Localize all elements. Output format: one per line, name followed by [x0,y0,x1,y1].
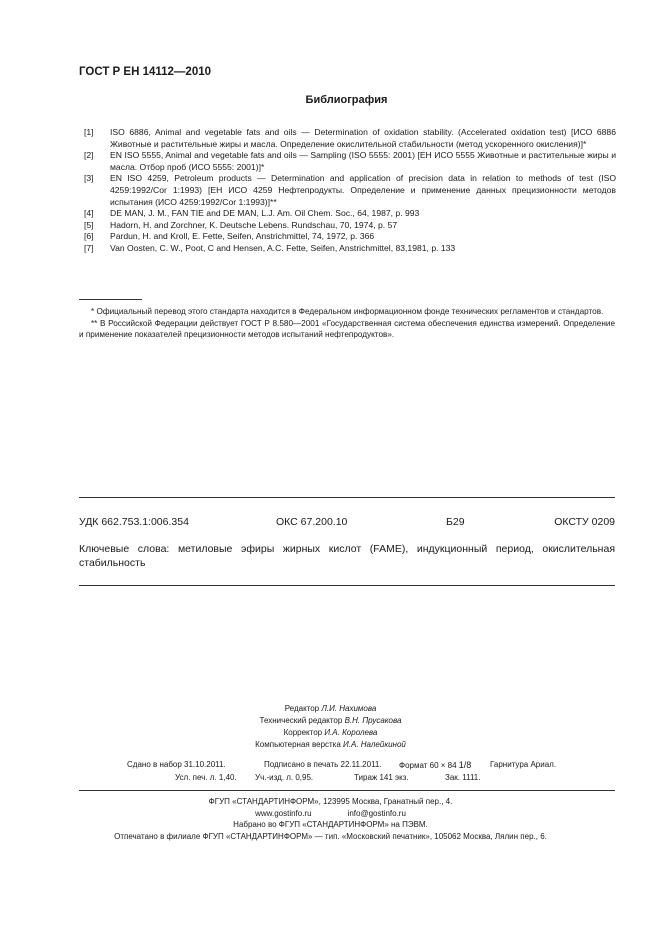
bibliography-list [84,127,616,255]
okstu-code: ОКСТУ 0209 [554,516,615,528]
b-code: Б29 [446,516,465,528]
bibliography-item [84,173,616,208]
format-label: Формат 60 × 84 [399,761,457,770]
format-fraction: 1/8 [458,760,472,770]
publisher-printed: Отпечатано в филиале ФГУП «СТАНДАРТИНФОРМ» — тип. «Московский печатник», 105062 Москва, Лялин пер., 6. [114,831,547,841]
bibliography-item [84,127,616,150]
credit-name: И.А. Королева [324,728,378,737]
publication-row-1 [0,759,661,772]
bibliography-number: [5] [84,219,94,230]
bibliography-item [84,220,616,232]
credits [0,703,661,751]
credit-layout [0,739,661,751]
print-run: Тираж 141 экз. [354,772,409,782]
footnote-separator [79,299,142,300]
bibliography-number: [6] [84,231,94,242]
credit-label: Редактор [284,704,320,713]
bibliography-text: Hadorn, H. and Zorchner, K. Deutsche Lebens. Rundschau, 70, 1974, p. 57 [110,219,398,230]
bibliography-number: [1] [84,127,94,137]
udk-code: УДК 662.753.1:006.354 [79,516,189,528]
credit-name: И.А. Налейкиной [343,740,406,749]
publication-info [0,759,661,784]
publisher-typeset: Набрано во ФГУП «СТАНДАРТИНФОРМ» на ПЭВМ. [233,820,428,829]
bibliography-number: [7] [84,242,94,253]
keywords: Ключевые слова: метиловые эфиры жирных кислот (FAME), индукционный период, окислительная стабильность [79,543,615,569]
format-info [399,759,471,773]
bibliography-text: EN ISO 4259, Petroleum products — Determination and application of precision data in relation to methods of test (ISO 4259:1992/Cor 1:1993) [ЕН ИСО 4259 Нефтепродукты. Определение и применение данных прецизионности методов испытания (ИСО 4259:1992/Cor 1:1993)]** [110,173,616,207]
document-header: ГОСТ Р ЕН 14112—2010 [79,66,212,78]
publisher-contacts [0,808,661,820]
credit-label: Компьютерная верстка [255,740,341,749]
publ-sheets: Уч.-изд. л. 0,95. [255,772,314,782]
publisher-info [0,796,661,842]
bibliography-number: [3] [84,173,94,184]
divider-bottom [79,585,615,586]
credit-label: Корректор [283,728,323,737]
bibliography-item [84,231,616,243]
bibliography-item [84,208,616,220]
publisher-divider [79,790,615,791]
bibliography-item [84,150,616,173]
bibliography-text: DE MAN, J. M., FAN TIE and DE MAN, L.J. Am. Oil Chem. Soc., 64, 1987, p. 993 [110,208,420,219]
bibliography-number: [2] [84,150,94,161]
sent-date: Сдано в набор 31.10.2011. [127,760,226,769]
bibliography-title-text: Библиография [305,94,388,106]
footnote: ** В Российской Федерации действует ГОСТ Р 8.580—2001 «Государственная система обеспечения единства измерений. Определение и применение показателей прецизионности методов испытаний нефтепродуктов». [79,318,615,340]
credit-label: Технический редактор [259,716,343,725]
credit-name: В.Н. Прусакова [344,716,402,725]
oks-code: ОКС 67.200.10 [276,516,348,528]
bibliography-title [0,94,661,106]
bibliography-text: ISO 6886, Animal and vegetable fats and oils — Determination of oxidation stability. (Accelerated oxidation test) [ИСО 6886 Животные и растительные жиры и масла. Определение окислительной стабильности (метод ускоренного окисления)]* [110,127,616,149]
publisher-address: ФГУП «СТАНДАРТИНФОРМ», 123995 Москва, Гранатный пер., 4. [208,797,453,806]
credit-tech-editor [0,715,661,727]
footnote: * Официальный перевод этого стандарта находится в Федеральном информационном фонде технических регламентов и стандартов. [91,307,604,316]
credit-editor [0,703,661,715]
publication-row-2 [0,772,661,785]
bibliography-number: [4] [84,208,94,219]
signed-date: Подписано в печать 22.11.2011. [264,760,382,769]
credit-name: Л.И. Нахимова [321,704,377,713]
order-number: Зак. 1111. [445,772,481,782]
font-info: Гарнитура Ариал. [490,760,557,769]
publisher-website[interactable]: www.gostinfo.ru [255,808,312,818]
bibliography-text: Pardun, H. and Kroll, E. Fette, Seifen, Anstrichmittel, 74, 1972, p. 366 [110,231,375,242]
divider-top [79,497,615,498]
bibliography-text: EN ISO 5555, Animal and vegetable fats and oils — Sampling (ISO 5555: 2001) [ЕН ИСО 5555 Животные и растительные жиры и масла. Отбор проб (ИСО 5555: 2001)]* [110,150,616,172]
print-sheets: Усл. печ. л. 1,40. [175,772,237,782]
credit-corrector [0,727,661,739]
bibliography-text: Van Oosten, C. W., Poot, C and Hensen, A.C. Fette, Seifen, Anstrichmittel, 83,1981, p. 133 [110,242,456,253]
bibliography-item [84,243,616,255]
footnotes [79,306,615,341]
publisher-email[interactable]: info@gostinfo.ru [347,808,406,818]
